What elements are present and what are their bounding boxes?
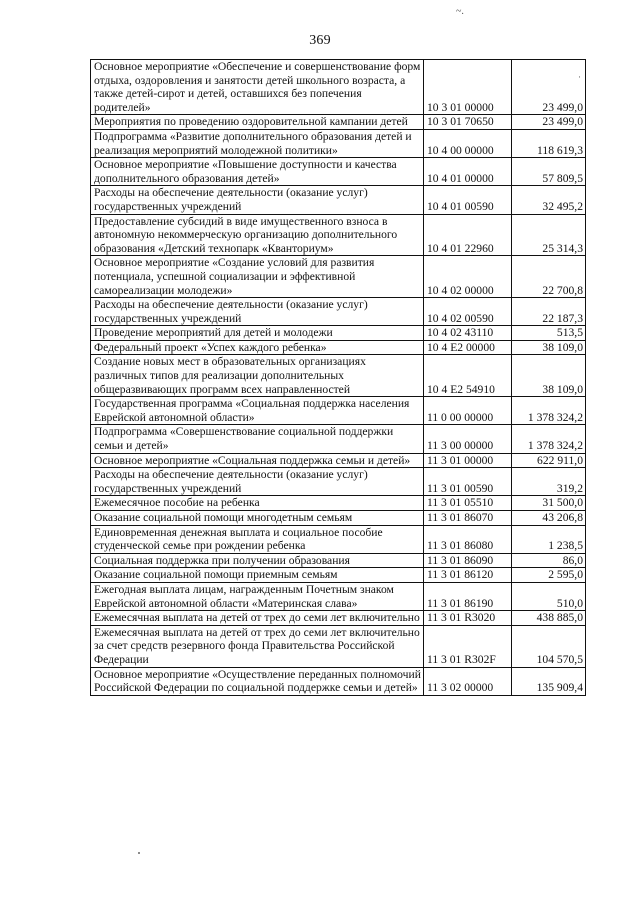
table-row	[91, 397, 586, 425]
expense-name-cell: Расходы на обеспечение деятельности (оказание услуг) государственных учреждений	[91, 298, 424, 326]
table-row	[91, 468, 586, 496]
classification-code-cell: 10 4 00 00000	[424, 129, 512, 157]
amount-cell: 43 206,8	[512, 511, 586, 526]
table-row	[91, 667, 586, 695]
table-row	[91, 158, 586, 186]
amount-cell: 513,5	[512, 326, 586, 341]
classification-code-cell: 10 4 01 22960	[424, 214, 512, 256]
classification-code-cell: 10 4 01 00000	[424, 158, 512, 186]
expense-name-cell: Основное мероприятие «Обеспечение и совершенствование форм отдыха, оздоровления и занятости детей школьного возраста, а также детей-сирот и детей, оставшихся без попечения родителей»	[91, 60, 424, 115]
table-row	[91, 511, 586, 526]
classification-code-cell: 11 3 01 00000	[424, 453, 512, 468]
amount-cell: 622 911,0	[512, 453, 586, 468]
classification-code-cell: 11 3 00 00000	[424, 425, 512, 453]
table-row	[91, 256, 586, 298]
table-row	[91, 611, 586, 626]
table-row	[91, 298, 586, 326]
table-row	[91, 115, 586, 130]
classification-code-cell: 11 3 01 00590	[424, 468, 512, 496]
expense-name-cell: Основное мероприятие «Повышение доступности и качества дополнительного образования детей»	[91, 158, 424, 186]
expense-name-cell: Подпрограмма «Развитие дополнительного образования детей и реализация мероприятий молодежной политики»	[91, 129, 424, 157]
amount-cell: 118 619,3	[512, 129, 586, 157]
classification-code-cell: 10 4 02 00590	[424, 298, 512, 326]
scan-artifact-dot: ·	[578, 72, 581, 82]
expense-name-cell: Расходы на обеспечение деятельности (оказание услуг) государственных учреждений	[91, 468, 424, 496]
classification-code-cell: 10 4 01 00590	[424, 186, 512, 214]
table-row	[91, 453, 586, 468]
expense-name-cell: Основное мероприятие «Осуществление переданных полномочий Российской Федерации по социальной поддержке семьи и детей»	[91, 667, 424, 695]
table-row	[91, 355, 586, 397]
budget-table	[90, 59, 586, 696]
classification-code-cell: 11 3 01 86120	[424, 568, 512, 583]
table-row	[91, 60, 586, 115]
classification-code-cell: 11 3 01 R3020	[424, 611, 512, 626]
amount-cell: 25 314,3	[512, 214, 586, 256]
expense-name-cell: Расходы на обеспечение деятельности (оказание услуг) государственных учреждений	[91, 186, 424, 214]
amount-cell: 86,0	[512, 553, 586, 568]
page-number: 369	[309, 33, 331, 48]
classification-code-cell: 11 3 01 86190	[424, 582, 512, 610]
amount-cell: 1 378 324,2	[512, 397, 586, 425]
expense-name-cell: Создание новых мест в образовательных организациях различных типов для реализации дополнительных общеразвивающих программ всех направленностей	[91, 355, 424, 397]
table-row	[91, 340, 586, 355]
expense-name-cell: Ежемесячная выплата на детей от трех до семи лет включительно за счет средств резервного фонда Правительства Российской Федерации	[91, 625, 424, 667]
classification-code-cell: 11 3 01 86080	[424, 525, 512, 553]
amount-cell: 57 809,5	[512, 158, 586, 186]
amount-cell: 22 700,8	[512, 256, 586, 298]
classification-code-cell: 11 3 01 86090	[424, 553, 512, 568]
amount-cell: 22 187,3	[512, 298, 586, 326]
classification-code-cell: 11 3 01 05510	[424, 496, 512, 511]
table-row	[91, 625, 586, 667]
amount-cell: 32 495,2	[512, 186, 586, 214]
expense-name-cell: Оказание социальной помощи многодетным семьям	[91, 511, 424, 526]
classification-code-cell: 10 4 E2 00000	[424, 340, 512, 355]
amount-cell: 104 570,5	[512, 625, 586, 667]
amount-cell: 38 109,0	[512, 340, 586, 355]
expense-name-cell: Ежемесячная выплата на детей от трех до семи лет включительно	[91, 611, 424, 626]
amount-cell: 510,0	[512, 582, 586, 610]
expense-name-cell: Предоставление субсидий в виде имущественного взноса в автономную некоммерческую организацию дополнительного образования «Детский технопарк «Кванториум»	[91, 214, 424, 256]
table-row	[91, 326, 586, 341]
table-row	[91, 425, 586, 453]
classification-code-cell: 10 4 E2 54910	[424, 355, 512, 397]
amount-cell: 2 595,0	[512, 568, 586, 583]
budget-table-body	[91, 60, 586, 696]
amount-cell: 23 499,0	[512, 60, 586, 115]
table-row	[91, 525, 586, 553]
table-row	[91, 129, 586, 157]
expense-name-cell: Оказание социальной помощи приемным семьям	[91, 568, 424, 583]
table-row	[91, 582, 586, 610]
table-row	[91, 186, 586, 214]
classification-code-cell: 11 0 00 00000	[424, 397, 512, 425]
expense-name-cell: Государственная программа «Социальная поддержка населения Еврейской автономной области»	[91, 397, 424, 425]
table-row	[91, 568, 586, 583]
expense-name-cell: Подпрограмма «Совершенствование социальной поддержки семьи и детей»	[91, 425, 424, 453]
amount-cell: 38 109,0	[512, 355, 586, 397]
scan-speck	[138, 852, 140, 854]
amount-cell: 438 885,0	[512, 611, 586, 626]
amount-cell: 1 378 324,2	[512, 425, 586, 453]
classification-code-cell: 10 3 01 00000	[424, 60, 512, 115]
table-row	[91, 496, 586, 511]
expense-name-cell: Социальная поддержка при получении образования	[91, 553, 424, 568]
table-row	[91, 214, 586, 256]
expense-name-cell: Мероприятия по проведению оздоровительной кампании детей	[91, 115, 424, 130]
scan-artifact-mark: ~.	[456, 6, 464, 17]
expense-name-cell: Федеральный проект «Успех каждого ребенка»	[91, 340, 424, 355]
amount-cell: 135 909,4	[512, 667, 586, 695]
amount-cell: 23 499,0	[512, 115, 586, 130]
table-row	[91, 553, 586, 568]
amount-cell: 1 238,5	[512, 525, 586, 553]
amount-cell: 31 500,0	[512, 496, 586, 511]
classification-code-cell: 10 3 01 70650	[424, 115, 512, 130]
classification-code-cell: 11 3 01 86070	[424, 511, 512, 526]
classification-code-cell: 11 3 01 R302F	[424, 625, 512, 667]
expense-name-cell: Ежегодная выплата лицам, награжденным Почетным знаком Еврейской автономной области «Материнская слава»	[91, 582, 424, 610]
expense-name-cell: Единовременная денежная выплата и социальное пособие студенческой семье при рождении ребенка	[91, 525, 424, 553]
classification-code-cell: 10 4 02 00000	[424, 256, 512, 298]
expense-name-cell: Основное мероприятие «Социальная поддержка семьи и детей»	[91, 453, 424, 468]
expense-name-cell: Основное мероприятие «Создание условий для развития потенциала, успешной социализации и эффективной самореализации молодежи»	[91, 256, 424, 298]
classification-code-cell: 10 4 02 43110	[424, 326, 512, 341]
expense-name-cell: Ежемесячное пособие на ребенка	[91, 496, 424, 511]
classification-code-cell: 11 3 02 00000	[424, 667, 512, 695]
amount-cell: 319,2	[512, 468, 586, 496]
expense-name-cell: Проведение мероприятий для детей и молодежи	[91, 326, 424, 341]
